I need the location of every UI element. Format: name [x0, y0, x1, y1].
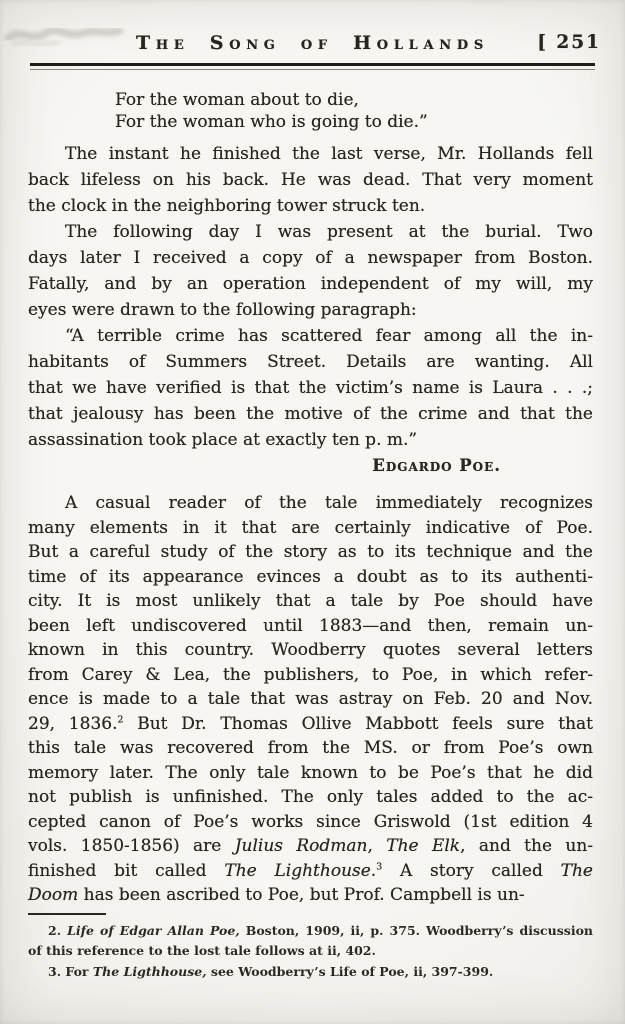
paragraph-2: [28, 219, 593, 323]
text-line: of this reference to the lost tale follows at ii, 402.: [28, 943, 376, 958]
text-line: that we have verified is that the victim’s name is Laura . . .;: [28, 378, 593, 398]
text-line: many elements in it that are certainly indicative of Poe.: [28, 517, 593, 538]
footnote-2: [28, 921, 593, 962]
footnotes-section: [0, 913, 625, 983]
text-line: ence is made to a tale that was astray on Feb. 20 and Nov.: [28, 689, 593, 709]
header-rule-thick: [30, 63, 595, 66]
text-line: For the woman about to die,: [115, 90, 359, 110]
text-line: A casual reader of the tale immediately recognizes: [65, 493, 593, 513]
text-line: the clock in the neighboring tower struck ten.: [28, 196, 426, 216]
text-line: vols. 1850-1856) are Julius Rodman, The Elk, and the un-: [28, 836, 594, 856]
text-line: Fatally, and by an operation independent of my will, my: [28, 274, 593, 294]
page-body: [0, 90, 625, 908]
text-line: time of its appearance evinces a doubt as to its authenti-: [28, 566, 593, 587]
text-line: from Carey & Lea, the publishers, to Poe, in which refer-: [28, 664, 593, 685]
text-line: known in this country. Woodberry quotes several letters: [28, 640, 593, 660]
page-number: [ 251: [537, 32, 601, 53]
paragraph-1: [28, 141, 593, 219]
text-line: been left undiscovered until 1883—and then, remain un-: [28, 615, 593, 636]
text-line: For the woman who is going to die.”: [115, 111, 428, 132]
text-line: habitants of Summers Street. Details are wanting. All: [28, 352, 593, 372]
text-line: cepted canon of Poe’s works since Griswold (1st edition 4: [28, 811, 593, 832]
verse-quote: [28, 90, 593, 133]
text-line: back lifeless on his back. He was dead. That very moment: [28, 170, 593, 190]
text-line: city. It is most unlikely that a tale by Poe should have: [28, 591, 593, 611]
text-line: But a careful study of the story as to its technique and the: [28, 542, 593, 562]
text-line: assassination took place at exactly ten p. m.”: [28, 430, 418, 450]
text-line: finished bit called The Lighthouse.$^3$ A story called The: [28, 860, 593, 881]
text-line: The instant he finished the last verse, Mr. Hollands fell: [65, 144, 593, 164]
text-line: 2. Life of Edgar Allan Poe, Boston, 1909, ii, p. 375. Woodberry’s discussion: [48, 922, 593, 938]
text-line: “A terrible crime has scattered fear among all the in-: [65, 326, 593, 346]
quote-signature: Edgardo Poe.: [372, 456, 501, 475]
text-line: not publish is unfinished. The only tales added to the ac-: [28, 787, 593, 807]
newspaper-quote-paragraph: [28, 323, 593, 453]
text-line: days later I received a copy of a newspaper from Boston.: [28, 248, 593, 268]
header-rule: [30, 63, 595, 70]
running-title: The Song of Hollands: [136, 32, 489, 54]
text-line: 3. For The Ligthhouse, see Woodberry’s Life of Poe, ii, 397-399.: [48, 963, 494, 979]
essay-paragraph: [28, 491, 593, 908]
text-line: this tale was recovered from the MS. or from Poe’s own: [28, 738, 593, 758]
header-rule-thin: [30, 69, 595, 70]
footnote-3: [28, 962, 593, 983]
text-line: The following day I was present at the burial. Two: [65, 222, 593, 242]
text-line: Doom has been ascribed to Poe, but Prof. Campbell is un-: [28, 885, 525, 905]
text-line: eyes were drawn to the following paragraph:: [28, 300, 417, 320]
text-line: that jealousy has been the motive of the crime and that the: [28, 404, 593, 424]
page-header: [0, 0, 625, 54]
footnote-separator-rule: [28, 913, 106, 915]
text-line: memory later. The only tale known to be Poe’s that he did: [28, 762, 593, 783]
text-line: 29, 1836.$^2$ But Dr. Thomas Ollive Mabbott feels sure that: [28, 713, 593, 734]
